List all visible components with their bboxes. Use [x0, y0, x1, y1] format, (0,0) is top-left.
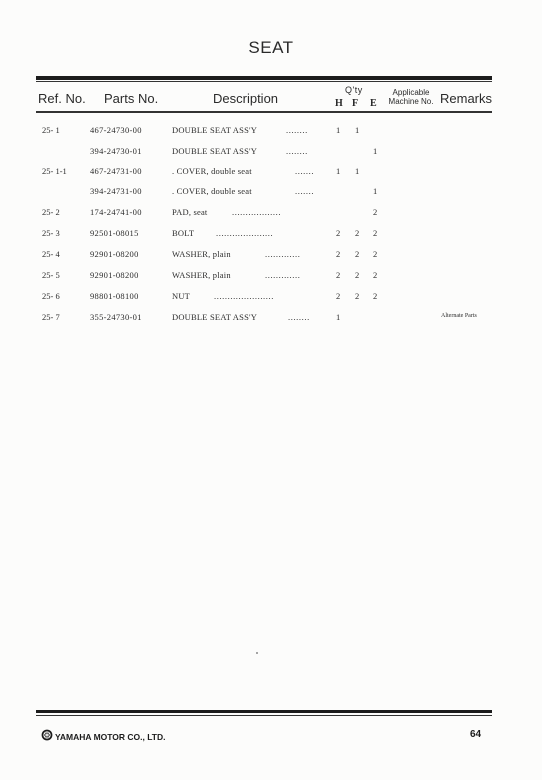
table-row [0, 166, 542, 180]
qty-e-cell: 2 [373, 228, 378, 238]
description-cell: DOUBLE SEAT ASS'Y [172, 312, 258, 322]
parts-no-cell: 467-24730-00 [90, 125, 142, 135]
ref-no-cell: 25- 4 [42, 249, 60, 259]
table-row [0, 270, 542, 284]
qty-e-cell: 2 [373, 291, 378, 301]
table-row [0, 312, 542, 326]
ref-no-cell: 25- 5 [42, 270, 60, 280]
table-row [0, 228, 542, 242]
qty-f-cell: 2 [355, 228, 360, 238]
footer-rule-thin [36, 715, 492, 716]
qty-h-cell: 2 [336, 228, 341, 238]
leader-dots: ...................... [214, 291, 274, 301]
header-applicable [386, 88, 436, 106]
ref-no-cell: 25- 7 [42, 312, 60, 322]
leader-dots: ............. [265, 270, 301, 280]
company-name: YAMAHA MOTOR CO., LTD. [55, 732, 166, 742]
leader-dots: .................. [232, 207, 282, 217]
leader-dots: ....... [295, 166, 315, 176]
qty-h-cell: 1 [336, 312, 341, 322]
description-cell: WASHER, plain [172, 249, 231, 259]
parts-no-cell: 467-24731-00 [90, 166, 142, 176]
qty-e-cell: 1 [373, 186, 378, 196]
qty-e-cell: 2 [373, 270, 378, 280]
leader-dots: ....... [295, 186, 315, 196]
header-applicable-line2: Machine No. [388, 97, 434, 106]
header-bottom-rule [36, 111, 492, 113]
description-cell: DOUBLE SEAT ASS'Y [172, 146, 258, 156]
leader-dots: ........ [286, 125, 308, 135]
header-top-rule [36, 76, 492, 80]
qty-f-cell: 2 [355, 249, 360, 259]
table-row [0, 186, 542, 200]
remarks-cell: Alternate Parts [441, 313, 477, 319]
ref-no-cell: 25- 1 [42, 125, 60, 135]
qty-f-cell: 2 [355, 291, 360, 301]
qty-h-cell: 1 [336, 125, 341, 135]
leader-dots: ........ [288, 312, 310, 322]
qty-f-cell: 1 [355, 166, 360, 176]
parts-no-cell: 394-24730-01 [90, 146, 142, 156]
parts-no-cell: 92901-08200 [90, 270, 139, 280]
leader-dots: ..................... [216, 228, 274, 238]
description-cell: PAD, seat [172, 207, 208, 217]
qty-h-cell: 1 [336, 166, 341, 176]
parts-no-cell: 394-24731-00 [90, 186, 142, 196]
header-description: Description [213, 91, 279, 106]
ref-no-cell: 25- 2 [42, 207, 60, 217]
parts-no-cell: 98801-08100 [90, 291, 139, 301]
qty-e-cell: 2 [373, 249, 378, 259]
ref-no-cell: 25- 1-1 [42, 166, 67, 176]
parts-no-cell: 92901-08200 [90, 249, 139, 259]
qty-h-cell: 2 [336, 249, 341, 259]
header-ref-no: Ref. No. [38, 91, 86, 106]
ref-no-cell: 25- 3 [42, 228, 60, 238]
yamaha-logo-icon [41, 729, 53, 741]
header-qty-f: F [352, 98, 359, 109]
qty-f-cell: 2 [355, 270, 360, 280]
header-top-rule-thin [36, 81, 492, 82]
qty-h-cell: 2 [336, 270, 341, 280]
header-parts-no: Parts No. [104, 91, 159, 106]
qty-h-cell: 2 [336, 291, 341, 301]
description-cell: BOLT [172, 228, 195, 238]
table-row [0, 249, 542, 263]
print-speck [256, 652, 258, 654]
parts-no-cell: 92501-08015 [90, 228, 139, 238]
header-qty-e: E [370, 98, 377, 109]
description-cell: DOUBLE SEAT ASS'Y [172, 125, 258, 135]
header-remarks: Remarks [440, 91, 493, 106]
description-cell: . COVER, double seat [172, 186, 252, 196]
description-cell: WASHER, plain [172, 270, 231, 280]
page-number: 64 [470, 729, 482, 740]
parts-no-cell: 174-24741-00 [90, 207, 142, 217]
description-cell: . COVER, double seat [172, 166, 252, 176]
header-applicable-line1: Applicable [392, 88, 430, 97]
table-row [0, 146, 542, 160]
footer-rule [36, 710, 492, 713]
qty-f-cell: 1 [355, 125, 360, 135]
table-row [0, 125, 542, 139]
description-cell: NUT [172, 291, 191, 301]
table-row [0, 207, 542, 221]
parts-no-cell: 355-24730-01 [90, 312, 142, 322]
header-qty-h: H [335, 98, 343, 109]
ref-no-cell: 25- 6 [42, 291, 60, 301]
leader-dots: ........ [286, 146, 308, 156]
leader-dots: ............. [265, 249, 301, 259]
table-row [0, 291, 542, 305]
qty-e-cell: 2 [373, 207, 378, 217]
header-qty: Q'ty [345, 85, 363, 95]
qty-e-cell: 1 [373, 146, 378, 156]
page-title: SEAT [248, 38, 294, 57]
